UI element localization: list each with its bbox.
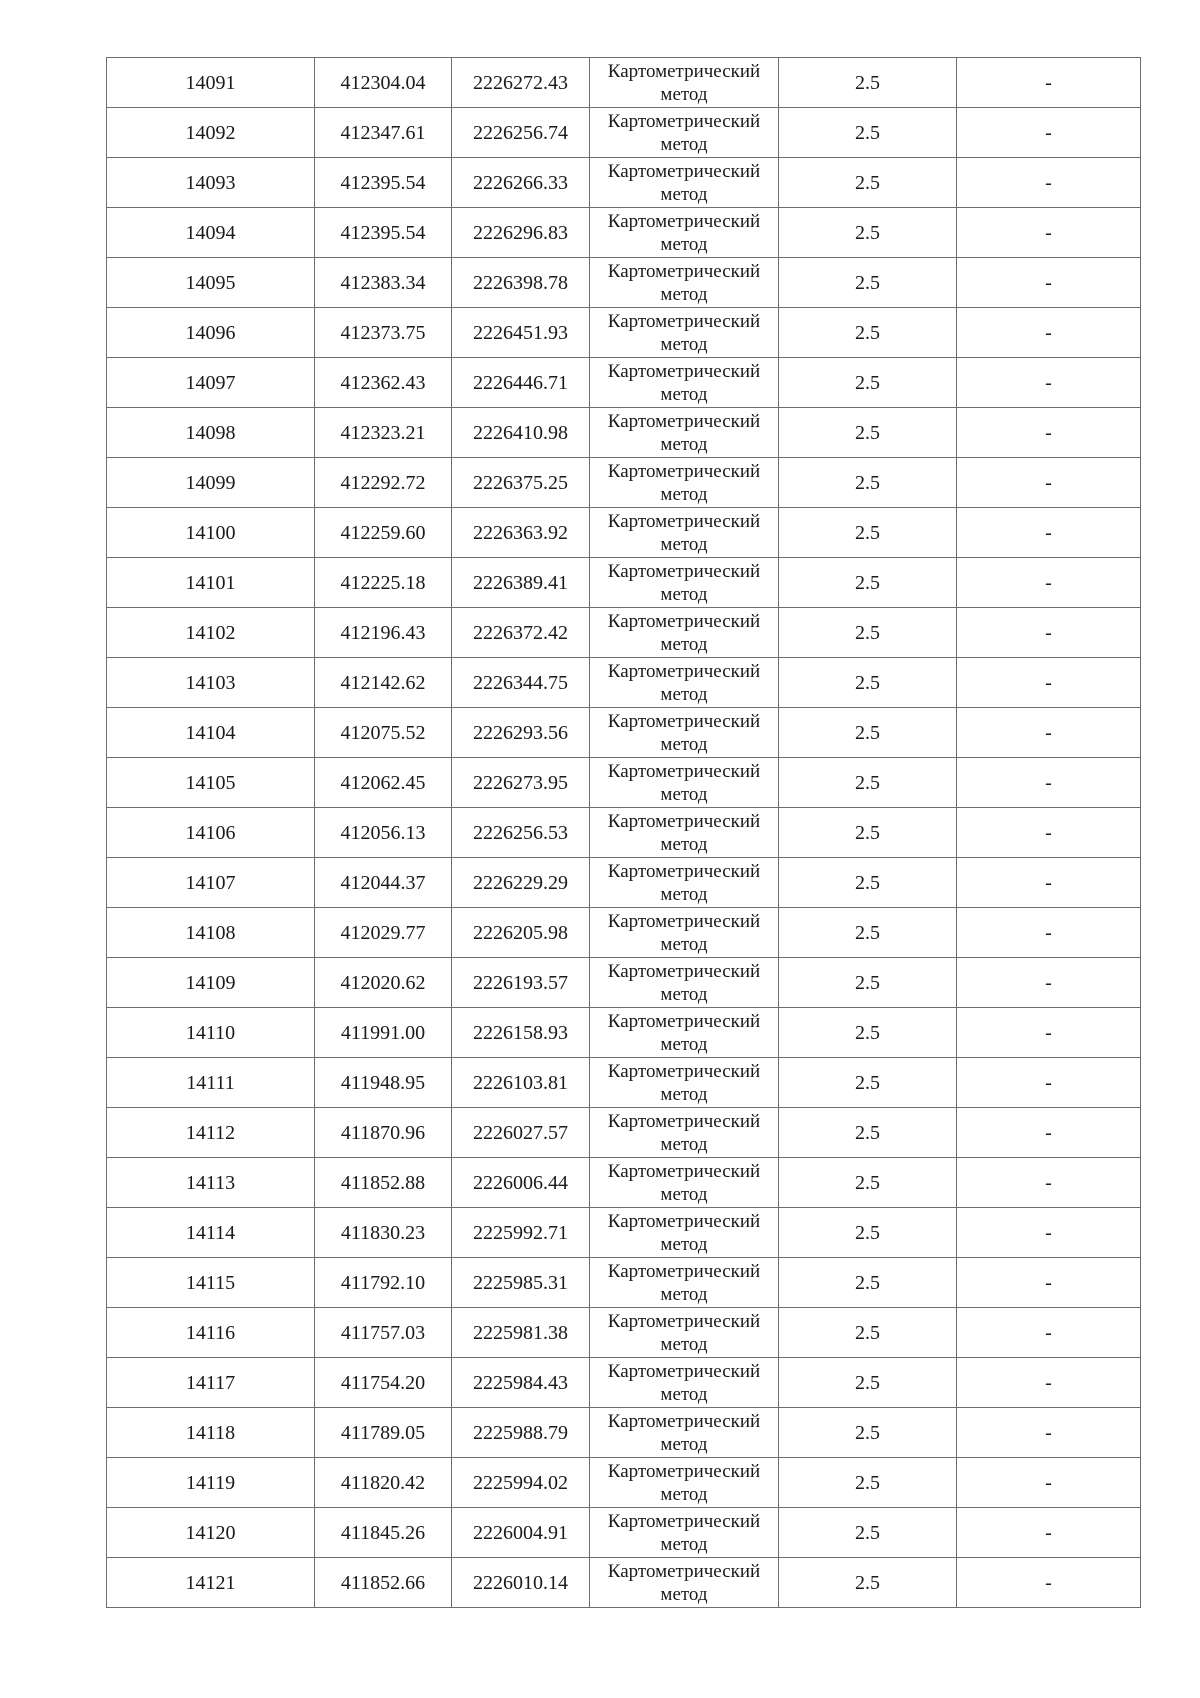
method-line-1: Картометрический [607, 411, 761, 432]
note-cell: - [957, 958, 1141, 1008]
method-line-1: Картометрический [607, 161, 761, 182]
point-number-cell: 14116 [107, 1308, 315, 1358]
table-row [107, 958, 1141, 1008]
coordinate-x-cell: 412323.21 [315, 408, 452, 458]
accuracy-cell: 2.5 [779, 258, 957, 308]
point-number-cell: 14110 [107, 1008, 315, 1058]
point-number-cell: 14092 [107, 108, 315, 158]
coordinate-y-cell: 2226266.33 [452, 158, 590, 208]
note-cell: - [957, 708, 1141, 758]
accuracy-cell: 2.5 [779, 1508, 957, 1558]
method-line-1: Картометрический [607, 561, 761, 582]
method-cell [590, 258, 779, 308]
coordinate-x-cell: 411757.03 [315, 1308, 452, 1358]
point-number-cell: 14119 [107, 1458, 315, 1508]
coordinate-y-cell: 2225992.71 [452, 1208, 590, 1258]
coordinates-table [106, 57, 1141, 1608]
point-number-cell: 14115 [107, 1258, 315, 1308]
method-line-1: Картометрический [607, 1061, 761, 1082]
method-line-1: Картометрический [607, 211, 761, 232]
method-line-2: метод [660, 1484, 708, 1505]
coordinate-y-cell: 2226363.92 [452, 508, 590, 558]
table-row [107, 1508, 1141, 1558]
point-number-cell: 14107 [107, 858, 315, 908]
point-number-cell: 14105 [107, 758, 315, 808]
method-cell [590, 858, 779, 908]
accuracy-cell: 2.5 [779, 758, 957, 808]
point-number-cell: 14121 [107, 1558, 315, 1608]
method-line-1: Картометрический [607, 111, 761, 132]
table-row [107, 808, 1141, 858]
coordinate-x-cell: 412142.62 [315, 658, 452, 708]
note-cell: - [957, 108, 1141, 158]
method-line-1: Картометрический [607, 1111, 761, 1132]
accuracy-cell: 2.5 [779, 1408, 957, 1458]
point-number-cell: 14112 [107, 1108, 315, 1158]
accuracy-cell: 2.5 [779, 158, 957, 208]
coordinate-y-cell: 2226256.53 [452, 808, 590, 858]
accuracy-cell: 2.5 [779, 1108, 957, 1158]
method-line-2: метод [660, 684, 708, 705]
coordinate-y-cell: 2226451.93 [452, 308, 590, 358]
point-number-cell: 14111 [107, 1058, 315, 1108]
method-line-1: Картометрический [607, 961, 761, 982]
point-number-cell: 14113 [107, 1158, 315, 1208]
method-cell [590, 558, 779, 608]
table-row [107, 608, 1141, 658]
method-cell [590, 1408, 779, 1458]
point-number-cell: 14100 [107, 508, 315, 558]
note-cell: - [957, 158, 1141, 208]
coordinate-y-cell: 2226158.93 [452, 1008, 590, 1058]
coordinate-x-cell: 412362.43 [315, 358, 452, 408]
coordinate-y-cell: 2225988.79 [452, 1408, 590, 1458]
method-line-2: метод [660, 784, 708, 805]
coordinate-x-cell: 412292.72 [315, 458, 452, 508]
note-cell: - [957, 858, 1141, 908]
method-line-2: метод [660, 884, 708, 905]
method-cell [590, 608, 779, 658]
coordinate-y-cell: 2225981.38 [452, 1308, 590, 1358]
coordinate-y-cell: 2225985.31 [452, 1258, 590, 1308]
method-line-2: метод [660, 1334, 708, 1355]
coordinate-x-cell: 412056.13 [315, 808, 452, 858]
table-row [107, 708, 1141, 758]
point-number-cell: 14120 [107, 1508, 315, 1558]
point-number-cell: 14117 [107, 1358, 315, 1408]
accuracy-cell: 2.5 [779, 858, 957, 908]
method-line-1: Картометрический [607, 1311, 761, 1332]
note-cell: - [957, 1058, 1141, 1108]
coordinate-x-cell: 412373.75 [315, 308, 452, 358]
method-cell [590, 1358, 779, 1408]
note-cell: - [957, 1008, 1141, 1058]
table-row [107, 1008, 1141, 1058]
method-line-1: Картометрический [607, 311, 761, 332]
point-number-cell: 14118 [107, 1408, 315, 1458]
method-line-1: Картометрический [607, 1361, 761, 1382]
accuracy-cell: 2.5 [779, 1158, 957, 1208]
note-cell: - [957, 208, 1141, 258]
coordinate-x-cell: 412395.54 [315, 158, 452, 208]
method-cell [590, 908, 779, 958]
method-line-1: Картометрический [607, 861, 761, 882]
method-line-1: Картометрический [607, 61, 761, 82]
coordinate-x-cell: 412029.77 [315, 908, 452, 958]
table-row [107, 208, 1141, 258]
method-line-2: метод [660, 1534, 708, 1555]
note-cell: - [957, 1358, 1141, 1408]
method-cell [590, 658, 779, 708]
point-number-cell: 14095 [107, 258, 315, 308]
coordinate-x-cell: 411789.05 [315, 1408, 452, 1458]
coordinate-y-cell: 2226006.44 [452, 1158, 590, 1208]
method-line-2: метод [660, 984, 708, 1005]
method-cell [590, 958, 779, 1008]
method-cell [590, 1108, 779, 1158]
accuracy-cell: 2.5 [779, 458, 957, 508]
table-row [107, 1358, 1141, 1408]
coordinate-x-cell: 411845.26 [315, 1508, 452, 1558]
method-cell [590, 408, 779, 458]
point-number-cell: 14109 [107, 958, 315, 1008]
method-line-2: метод [660, 1284, 708, 1305]
method-cell [590, 1308, 779, 1358]
coordinate-y-cell: 2226375.25 [452, 458, 590, 508]
accuracy-cell: 2.5 [779, 108, 957, 158]
note-cell: - [957, 308, 1141, 358]
accuracy-cell: 2.5 [779, 608, 957, 658]
method-line-1: Картометрический [607, 1511, 761, 1532]
coordinate-x-cell: 411754.20 [315, 1358, 452, 1408]
point-number-cell: 14108 [107, 908, 315, 958]
table-row [107, 1458, 1141, 1508]
note-cell: - [957, 258, 1141, 308]
accuracy-cell: 2.5 [779, 708, 957, 758]
coordinate-y-cell: 2225984.43 [452, 1358, 590, 1408]
method-cell [590, 1458, 779, 1508]
accuracy-cell: 2.5 [779, 558, 957, 608]
point-number-cell: 14106 [107, 808, 315, 858]
accuracy-cell: 2.5 [779, 58, 957, 108]
coordinate-y-cell: 2226027.57 [452, 1108, 590, 1158]
note-cell: - [957, 358, 1141, 408]
method-line-2: метод [660, 284, 708, 305]
method-cell [590, 1158, 779, 1208]
table-row [107, 1308, 1141, 1358]
table-row [107, 1158, 1141, 1208]
note-cell: - [957, 658, 1141, 708]
method-cell [590, 208, 779, 258]
method-line-2: метод [660, 1234, 708, 1255]
coordinate-x-cell: 411948.95 [315, 1058, 452, 1108]
note-cell: - [957, 1158, 1141, 1208]
method-cell [590, 308, 779, 358]
coordinate-x-cell: 412196.43 [315, 608, 452, 658]
method-line-1: Картометрический [607, 261, 761, 282]
coordinate-y-cell: 2226293.56 [452, 708, 590, 758]
table-row [107, 358, 1141, 408]
point-number-cell: 14096 [107, 308, 315, 358]
method-line-2: метод [660, 1034, 708, 1055]
method-line-2: метод [660, 234, 708, 255]
method-line-2: метод [660, 734, 708, 755]
note-cell: - [957, 1108, 1141, 1158]
accuracy-cell: 2.5 [779, 208, 957, 258]
method-line-1: Картометрический [607, 1161, 761, 1182]
coordinate-x-cell: 412044.37 [315, 858, 452, 908]
method-line-2: метод [660, 184, 708, 205]
coordinate-y-cell: 2226296.83 [452, 208, 590, 258]
method-line-2: метод [660, 1434, 708, 1455]
method-line-1: Картометрический [607, 1261, 761, 1282]
method-cell [590, 358, 779, 408]
table-row [107, 258, 1141, 308]
method-cell [590, 1258, 779, 1308]
method-cell [590, 1558, 779, 1608]
point-number-cell: 14097 [107, 358, 315, 408]
coordinate-x-cell: 412395.54 [315, 208, 452, 258]
point-number-cell: 14098 [107, 408, 315, 458]
table-row [107, 558, 1141, 608]
coordinate-y-cell: 2226398.78 [452, 258, 590, 308]
coordinate-x-cell: 412259.60 [315, 508, 452, 558]
method-cell [590, 508, 779, 558]
method-cell [590, 1058, 779, 1108]
table-row [107, 1058, 1141, 1108]
table-row [107, 458, 1141, 508]
table-row [107, 158, 1141, 208]
table-row [107, 908, 1141, 958]
note-cell: - [957, 608, 1141, 658]
accuracy-cell: 2.5 [779, 1008, 957, 1058]
point-number-cell: 14094 [107, 208, 315, 258]
coordinate-y-cell: 2226389.41 [452, 558, 590, 608]
method-cell [590, 58, 779, 108]
method-line-2: метод [660, 434, 708, 455]
coordinate-x-cell: 411820.42 [315, 1458, 452, 1508]
coordinate-x-cell: 412225.18 [315, 558, 452, 608]
coordinates-table-body [107, 58, 1141, 1608]
table-row [107, 1108, 1141, 1158]
note-cell: - [957, 808, 1141, 858]
accuracy-cell: 2.5 [779, 958, 957, 1008]
table-row [107, 858, 1141, 908]
coordinate-y-cell: 2226193.57 [452, 958, 590, 1008]
coordinate-y-cell: 2226256.74 [452, 108, 590, 158]
point-number-cell: 14114 [107, 1208, 315, 1258]
coordinate-y-cell: 2226344.75 [452, 658, 590, 708]
table-row [107, 1258, 1141, 1308]
note-cell: - [957, 1458, 1141, 1508]
note-cell: - [957, 1208, 1141, 1258]
accuracy-cell: 2.5 [779, 1258, 957, 1308]
accuracy-cell: 2.5 [779, 1458, 957, 1508]
method-cell [590, 1208, 779, 1258]
method-line-2: метод [660, 1184, 708, 1205]
method-line-1: Картометрический [607, 711, 761, 732]
note-cell: - [957, 1508, 1141, 1558]
method-line-2: метод [660, 534, 708, 555]
method-line-2: метод [660, 334, 708, 355]
coordinate-x-cell: 412347.61 [315, 108, 452, 158]
accuracy-cell: 2.5 [779, 1208, 957, 1258]
coordinate-x-cell: 411852.66 [315, 1558, 452, 1608]
note-cell: - [957, 1558, 1141, 1608]
table-row [107, 308, 1141, 358]
coordinate-y-cell: 2226229.29 [452, 858, 590, 908]
method-line-1: Картометрический [607, 761, 761, 782]
accuracy-cell: 2.5 [779, 1558, 957, 1608]
method-line-2: метод [660, 384, 708, 405]
accuracy-cell: 2.5 [779, 658, 957, 708]
accuracy-cell: 2.5 [779, 508, 957, 558]
table-row [107, 1208, 1141, 1258]
accuracy-cell: 2.5 [779, 408, 957, 458]
method-cell [590, 708, 779, 758]
method-line-1: Картометрический [607, 611, 761, 632]
method-line-1: Картометрический [607, 811, 761, 832]
table-row [107, 658, 1141, 708]
method-cell [590, 758, 779, 808]
method-line-1: Картометрический [607, 461, 761, 482]
method-line-2: метод [660, 1384, 708, 1405]
table-row [107, 58, 1141, 108]
method-line-2: метод [660, 1584, 708, 1605]
method-cell [590, 808, 779, 858]
coordinate-x-cell: 412020.62 [315, 958, 452, 1008]
coordinate-x-cell: 411852.88 [315, 1158, 452, 1208]
point-number-cell: 14101 [107, 558, 315, 608]
coordinate-x-cell: 412075.52 [315, 708, 452, 758]
method-line-2: метод [660, 134, 708, 155]
note-cell: - [957, 1258, 1141, 1308]
point-number-cell: 14102 [107, 608, 315, 658]
method-line-2: метод [660, 484, 708, 505]
method-line-2: метод [660, 84, 708, 105]
note-cell: - [957, 558, 1141, 608]
accuracy-cell: 2.5 [779, 1358, 957, 1408]
coordinate-y-cell: 2226446.71 [452, 358, 590, 408]
point-number-cell: 14093 [107, 158, 315, 208]
point-number-cell: 14091 [107, 58, 315, 108]
coordinate-x-cell: 412062.45 [315, 758, 452, 808]
coordinate-y-cell: 2226103.81 [452, 1058, 590, 1108]
method-line-1: Картометрический [607, 511, 761, 532]
table-row [107, 108, 1141, 158]
point-number-cell: 14103 [107, 658, 315, 708]
method-line-1: Картометрический [607, 911, 761, 932]
accuracy-cell: 2.5 [779, 308, 957, 358]
method-cell [590, 1008, 779, 1058]
method-line-2: метод [660, 1084, 708, 1105]
coordinate-y-cell: 2226004.91 [452, 1508, 590, 1558]
note-cell: - [957, 908, 1141, 958]
coordinate-y-cell: 2226010.14 [452, 1558, 590, 1608]
coordinate-x-cell: 412304.04 [315, 58, 452, 108]
point-number-cell: 14099 [107, 458, 315, 508]
method-cell [590, 108, 779, 158]
accuracy-cell: 2.5 [779, 358, 957, 408]
coordinate-y-cell: 2226273.95 [452, 758, 590, 808]
method-cell [590, 158, 779, 208]
coordinate-x-cell: 411792.10 [315, 1258, 452, 1308]
note-cell: - [957, 1308, 1141, 1358]
table-row [107, 508, 1141, 558]
coordinate-y-cell: 2226205.98 [452, 908, 590, 958]
method-cell [590, 1508, 779, 1558]
method-line-1: Картометрический [607, 1411, 761, 1432]
method-line-2: метод [660, 834, 708, 855]
method-line-2: метод [660, 584, 708, 605]
table-row [107, 408, 1141, 458]
accuracy-cell: 2.5 [779, 1308, 957, 1358]
note-cell: - [957, 758, 1141, 808]
method-line-1: Картометрический [607, 1461, 761, 1482]
table-row [107, 1408, 1141, 1458]
method-line-1: Картометрический [607, 1211, 761, 1232]
note-cell: - [957, 1408, 1141, 1458]
method-line-2: метод [660, 634, 708, 655]
table-row [107, 1558, 1141, 1608]
coordinate-y-cell: 2225994.02 [452, 1458, 590, 1508]
method-line-1: Картометрический [607, 361, 761, 382]
note-cell: - [957, 458, 1141, 508]
note-cell: - [957, 508, 1141, 558]
note-cell: - [957, 58, 1141, 108]
coordinate-y-cell: 2226272.43 [452, 58, 590, 108]
coordinate-x-cell: 412383.34 [315, 258, 452, 308]
method-cell [590, 458, 779, 508]
method-line-1: Картометрический [607, 1011, 761, 1032]
coordinate-y-cell: 2226410.98 [452, 408, 590, 458]
note-cell: - [957, 408, 1141, 458]
accuracy-cell: 2.5 [779, 908, 957, 958]
coordinate-y-cell: 2226372.42 [452, 608, 590, 658]
coordinate-x-cell: 411991.00 [315, 1008, 452, 1058]
table-row [107, 758, 1141, 808]
accuracy-cell: 2.5 [779, 1058, 957, 1108]
method-line-1: Картометрический [607, 1561, 761, 1582]
point-number-cell: 14104 [107, 708, 315, 758]
coordinate-x-cell: 411830.23 [315, 1208, 452, 1258]
accuracy-cell: 2.5 [779, 808, 957, 858]
method-line-2: метод [660, 1134, 708, 1155]
coordinate-x-cell: 411870.96 [315, 1108, 452, 1158]
method-line-1: Картометрический [607, 661, 761, 682]
method-line-2: метод [660, 934, 708, 955]
